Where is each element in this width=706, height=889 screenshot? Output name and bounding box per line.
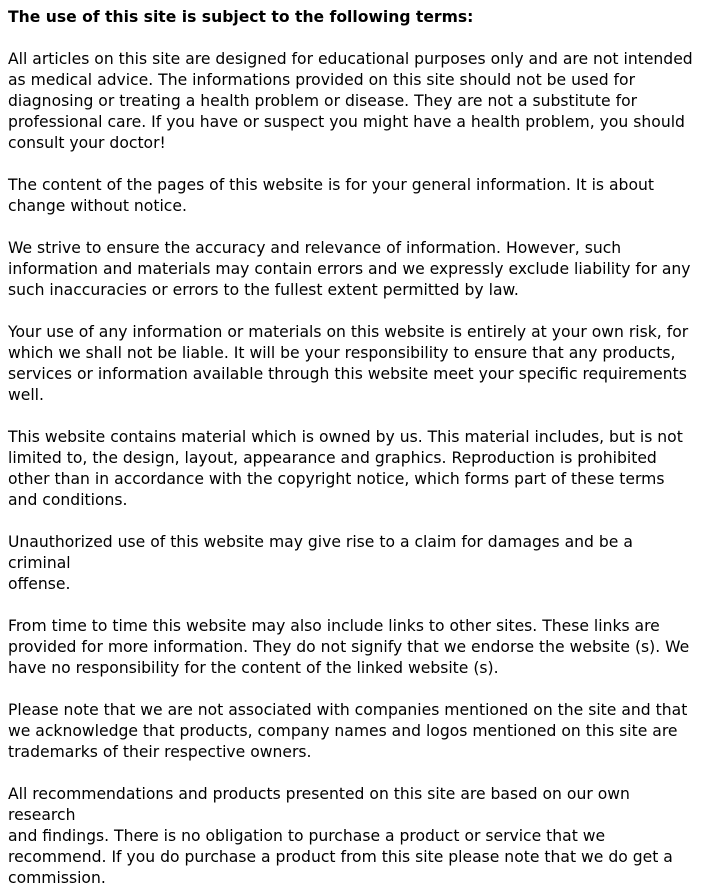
- paragraph-line: consult your doctor!: [8, 134, 166, 152]
- terms-title: The use of this site is subject to the following terms:: [8, 8, 474, 26]
- paragraph-line: Your use of any information or materials on this website is entirely at your own risk, for: [8, 323, 689, 341]
- paragraph-line: information and materials may contain errors and we expressly exclude liability for any: [8, 260, 691, 278]
- paragraph-line: such inaccuracies or errors to the fullest extent permitted by law.: [8, 281, 519, 299]
- paragraph-line: have no responsibility for the content of the linked website (s).: [8, 659, 499, 677]
- paragraph-line: well.: [8, 386, 44, 404]
- paragraph-line: other than in accordance with the copyright notice, which forms part of these terms: [8, 470, 665, 488]
- paragraph-line: offense.: [8, 575, 71, 593]
- paragraph-line: trademarks of their respective owners.: [8, 743, 312, 761]
- terms-paragraph: [8, 784, 700, 889]
- paragraph-line: All recommendations and products presented on this site are based on our own research: [8, 785, 630, 824]
- paragraph-line: as medical advice. The informations provided on this site should not be used for: [8, 71, 635, 89]
- paragraph-line: recommend. If you do purchase a product from this site please note that we do get a: [8, 848, 673, 866]
- terms-paragraph: [8, 427, 700, 511]
- terms-paragraph: [8, 175, 700, 217]
- paragraph-line: and conditions.: [8, 491, 128, 509]
- terms-paragraph: [8, 238, 700, 301]
- paragraph-line: provided for more information. They do not signify that we endorse the website (s). We: [8, 638, 690, 656]
- paragraph-line: services or information available through this website meet your specific requirements: [8, 365, 687, 383]
- paragraph-line: change without notice.: [8, 197, 187, 215]
- terms-paragraph: [8, 322, 700, 406]
- paragraph-line: Please note that we are not associated with companies mentioned on the site and that: [8, 701, 688, 719]
- paragraph-line: We strive to ensure the accuracy and relevance of information. However, such: [8, 239, 622, 257]
- terms-paragraph: [8, 616, 700, 679]
- paragraph-line: and findings. There is no obligation to purchase a product or service that we: [8, 827, 606, 845]
- paragraph-line: This website contains material which is owned by us. This material includes, but is not: [8, 428, 683, 446]
- paragraph-line: The content of the pages of this website is for your general information. It is about: [8, 176, 654, 194]
- terms-paragraphs: [8, 49, 700, 889]
- paragraph-line: From time to time this website may also include links to other sites. These links are: [8, 617, 660, 635]
- paragraph-line: All articles on this site are designed for educational purposes only and are not intended: [8, 50, 693, 68]
- paragraph-line: professional care. If you have or suspect you might have a health problem, you should: [8, 113, 685, 131]
- paragraph-line: diagnosing or treating a health problem or disease. They are not a substitute for: [8, 92, 638, 110]
- terms-paragraph: [8, 700, 700, 763]
- paragraph-line: which we shall not be liable. It will be your responsibility to ensure that any products,: [8, 344, 676, 362]
- paragraph-line: we acknowledge that products, company names and logos mentioned on this site are: [8, 722, 678, 740]
- paragraph-line: Unauthorized use of this website may give rise to a claim for damages and be a criminal: [8, 533, 633, 572]
- terms-paragraph: [8, 532, 700, 595]
- paragraph-line: commission.: [8, 869, 106, 887]
- paragraph-line: limited to, the design, layout, appearance and graphics. Reproduction is prohibited: [8, 449, 657, 467]
- terms-paragraph: [8, 49, 700, 154]
